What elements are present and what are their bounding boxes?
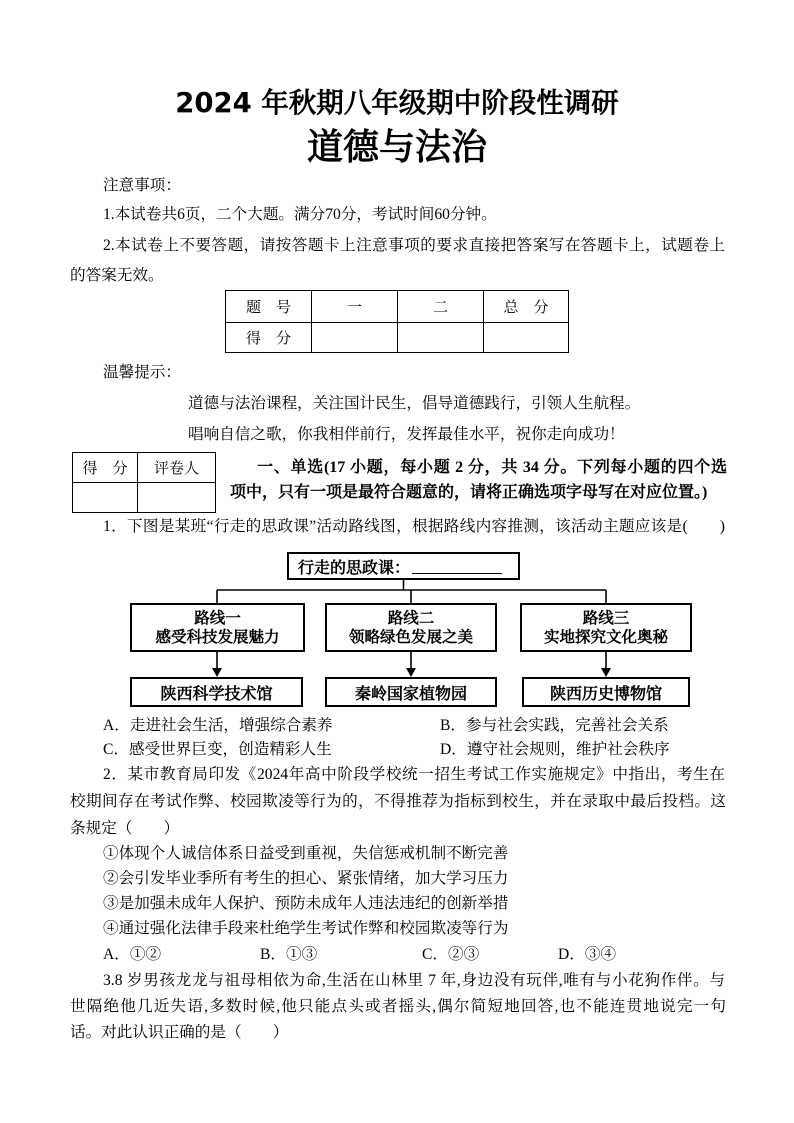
note-item-2-line-2: 的答案无效。 — [70, 267, 164, 284]
question-2-statement-4: ④通过强化法律手段来杜绝学生考试作弊和校园欺凌等行为 — [103, 920, 509, 937]
route-name: 路线二 — [387, 608, 435, 627]
notes-heading: 注意事项： — [103, 177, 181, 194]
question-3-stem-line-1: 3.8 岁男孩龙龙与祖母相依为命,生活在山林里 7 年,身边没有玩伴,唯有与小花狗作伴。与 — [103, 972, 725, 989]
question-1-option-b: B．参与社会实践，完善社会关系 — [440, 717, 669, 734]
route-name: 路线一 — [194, 608, 241, 627]
score-cell-total — [484, 323, 569, 353]
grader-name-cell — [138, 483, 216, 513]
question-3-stem-line-2: 世隔绝他几近失语,多数时候,他只能点头或者摇头,偶尔简短地回答,也不能连贯地说完一句 — [70, 998, 726, 1015]
question-3-stem-line-3: 话。对此认识正确的是（ ） — [70, 1024, 289, 1041]
score-cell-part-2 — [398, 323, 484, 353]
note-item-2-line-1: 2.本试卷上不要答题，请按答题卡上注意事项的要求直接把答案写在答题卡上，试题卷上 — [103, 237, 725, 254]
score-table-part-1: 一 — [312, 291, 398, 323]
question-1-stem: 1．下图是某班“行走的思政课”活动路线图，根据路线内容推测，该活动主题应该是( ) — [103, 518, 725, 535]
route-name: 路线三 — [582, 608, 630, 627]
section-1-heading-line-1: 一、单选(17 小题，每小题 2 分，共 34 分。下列每小题的四个选 — [257, 459, 727, 476]
answer-blank-line — [412, 559, 502, 574]
tips-heading: 温馨提示： — [103, 364, 181, 381]
question-1-option-a: A．走进社会生活，增强综合素养 — [103, 717, 333, 734]
route-box-1 — [130, 603, 305, 652]
diagram-title-box — [287, 552, 520, 580]
route-box-3 — [520, 603, 692, 652]
diagram-title: 行走的思政课： — [298, 557, 411, 577]
grader-score-cell — [73, 483, 138, 513]
question-2-option-c: C．②③ — [422, 946, 480, 963]
grader-table-grader-label: 评卷人 — [138, 453, 216, 483]
question-1-option-c: C．感受世界巨变，创造精彩人生 — [103, 741, 332, 758]
score-table-label-question: 题 号 — [226, 291, 312, 323]
destination-box-2: 秦岭国家植物园 — [325, 677, 497, 707]
question-2-stem-line-3: 条规定（ ） — [70, 820, 180, 837]
question-2-statement-1: ①体现个人诚信体系日益受到重视，失信惩戒机制不断完善 — [103, 845, 509, 862]
score-table-total: 总 分 — [484, 291, 569, 323]
route-theme: 领略绿色发展之美 — [348, 627, 473, 646]
question-2-statement-3: ③是加强未成年人保护、预防未成年人违法违纪的创新举措 — [103, 895, 509, 912]
question-1-option-d: D．遵守社会规则，维护社会秩序 — [440, 741, 670, 758]
destination-box-1: 陕西科学技术馆 — [130, 677, 303, 707]
route-theme: 实地探究文化奥秘 — [543, 627, 668, 646]
tips-line-1: 道德与法治课程，关注国计民生，倡导道德践行，引领人生航程。 — [188, 395, 641, 412]
score-table — [225, 290, 569, 353]
question-2-stem-line-1: 2．某市教育局印发《2024年高中阶段学校统一招生考试工作实施规定》中指出，考生在 — [103, 766, 725, 783]
route-theme: 感受科技发展魅力 — [155, 627, 280, 646]
note-item-1: 1.本试卷共6页，二个大题。满分70分，考试时间60分钟。 — [103, 206, 497, 223]
question-2-option-b: B．①③ — [260, 946, 318, 963]
tips-line-2: 唱响自信之歌，你我相伴前行，发挥最佳水平，祝你走向成功！ — [188, 426, 625, 443]
arrow-down-icon — [406, 668, 416, 677]
score-table-part-2: 二 — [398, 291, 484, 323]
grader-table-score-label: 得 分 — [73, 453, 138, 483]
arrow-down-icon — [601, 668, 611, 677]
exam-title: 2024 年秋期八年级期中阶段性调研 — [175, 87, 619, 119]
destination-box-3: 陕西历史博物馆 — [522, 677, 690, 707]
subject-title: 道德与法治 — [306, 127, 487, 168]
score-cell-part-1 — [312, 323, 398, 353]
route-box-2 — [325, 603, 497, 652]
question-2-option-a: A．①② — [103, 946, 162, 963]
route-diagram — [120, 548, 700, 710]
score-table-label-score: 得 分 — [226, 323, 312, 353]
grader-table — [72, 452, 216, 513]
section-1-heading-line-2: 项中，只有一项是最符合题意的，请将正确选项字母写在对应位置。) — [230, 484, 708, 501]
question-2-statement-2: ②会引发毕业季所有考生的担心、紧张情绪，加大学习压力 — [103, 870, 509, 887]
question-2-stem-line-2: 校期间存在考试作弊、校园欺凌等行为的，不得推荐为指标到校生，并在录取中最后投档。这 — [70, 793, 726, 810]
arrow-down-icon — [212, 668, 222, 677]
question-2-option-d: D．③④ — [558, 946, 617, 963]
